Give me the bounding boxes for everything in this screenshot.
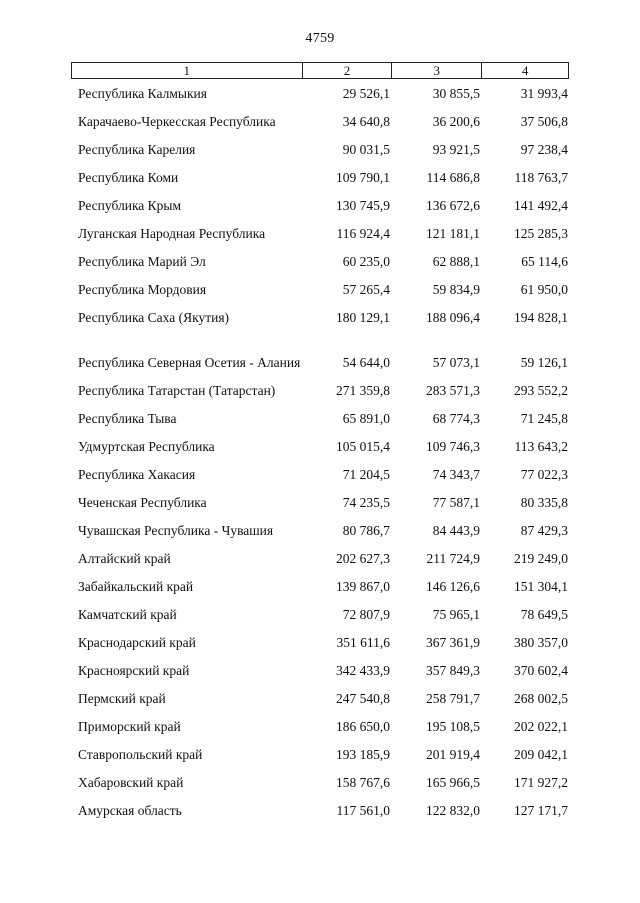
region-name: Республика Коми: [78, 170, 179, 185]
value-col-2: 351 611,6: [336, 635, 390, 650]
value-col-4: 268 002,5: [514, 691, 568, 706]
table-row: [0, 136, 640, 164]
region-name: Пермский край: [78, 691, 166, 706]
region-name: Краснодарский край: [78, 635, 196, 650]
region-name: Забайкальский край: [78, 579, 194, 594]
table-row: [0, 248, 640, 276]
value-col-2: 60 235,0: [342, 254, 390, 269]
table-body: [0, 80, 640, 825]
value-col-4: 87 429,3: [520, 523, 568, 538]
value-col-4: 141 492,4: [514, 198, 568, 213]
value-col-4: 59 126,1: [520, 355, 568, 370]
table-row: [0, 601, 640, 629]
header-col-4: 4: [482, 63, 569, 78]
value-col-4: 118 763,7: [514, 170, 568, 185]
value-col-4: 209 042,1: [514, 747, 568, 762]
value-col-2: 271 359,8: [336, 383, 390, 398]
table-row: [0, 797, 640, 825]
value-col-2: 109 790,1: [336, 170, 390, 185]
table-row: [0, 685, 640, 713]
value-col-3: 357 849,3: [426, 663, 480, 678]
value-col-3: 146 126,6: [426, 579, 480, 594]
value-col-2: 54 644,0: [342, 355, 390, 370]
value-col-3: 188 096,4: [426, 310, 480, 325]
region-name: Алтайский край: [78, 551, 171, 566]
value-col-3: 367 361,9: [426, 635, 480, 650]
value-col-3: 74 343,7: [432, 467, 480, 482]
value-col-3: 136 672,6: [426, 198, 480, 213]
value-col-4: 194 828,1: [514, 310, 568, 325]
header-col-2: 2: [303, 63, 393, 78]
value-col-4: 71 245,8: [520, 411, 568, 426]
value-col-4: 65 114,6: [521, 254, 568, 269]
table-row: [0, 629, 640, 657]
table-row: [0, 377, 640, 405]
value-col-4: 37 506,8: [520, 114, 568, 129]
value-col-3: 283 571,3: [426, 383, 480, 398]
value-col-2: 158 767,6: [336, 775, 390, 790]
value-col-4: 380 357,0: [514, 635, 568, 650]
region-name: Луганская Народная Республика: [78, 226, 266, 241]
value-col-4: 151 304,1: [514, 579, 568, 594]
value-col-3: 195 108,5: [426, 719, 480, 734]
value-col-2: 71 204,5: [342, 467, 390, 482]
region-name: Карачаево-Черкесская Республика: [78, 114, 276, 129]
value-col-4: 370 602,4: [514, 663, 568, 678]
value-col-2: 342 433,9: [336, 663, 390, 678]
value-col-3: 258 791,7: [426, 691, 480, 706]
region-name: Удмуртская Республика: [78, 439, 215, 454]
region-name: Республика Калмыкия: [78, 86, 207, 101]
value-col-3: 93 921,5: [432, 142, 480, 157]
value-col-2: 74 235,5: [342, 495, 390, 510]
region-name: Республика Мордовия: [78, 282, 207, 297]
value-col-4: 31 993,4: [520, 86, 568, 101]
region-name: Республика Карелия: [78, 142, 196, 157]
value-col-3: 59 834,9: [432, 282, 480, 297]
value-col-3: 165 966,5: [426, 775, 480, 790]
region-name: Республика Саха (Якутия): [78, 310, 230, 325]
table-row: [0, 108, 640, 136]
page-number: 4759: [305, 31, 335, 46]
region-name: Ставропольский край: [78, 747, 203, 762]
value-col-3: 201 919,4: [426, 747, 480, 762]
value-col-4: 125 285,3: [514, 226, 568, 241]
value-col-2: 247 540,8: [336, 691, 390, 706]
value-col-2: 80 786,7: [342, 523, 390, 538]
table-row: [0, 164, 640, 192]
value-col-3: 77 587,1: [432, 495, 480, 510]
table-row: [0, 573, 640, 601]
value-col-3: 121 181,1: [426, 226, 480, 241]
value-col-2: 193 185,9: [336, 747, 390, 762]
table-row: [0, 433, 640, 461]
table-row: [0, 741, 640, 769]
value-col-2: 186 650,0: [336, 719, 390, 734]
table-row: [0, 332, 640, 377]
value-col-2: 65 891,0: [342, 411, 390, 426]
value-col-2: 90 031,5: [342, 142, 390, 157]
value-col-2: 116 924,4: [336, 226, 390, 241]
value-col-3: 114 686,8: [426, 170, 480, 185]
table-row: [0, 657, 640, 685]
table-row: [0, 769, 640, 797]
table-row: [0, 192, 640, 220]
table-row: [0, 80, 640, 108]
table-header: [71, 62, 569, 79]
value-col-2: 180 129,1: [336, 310, 390, 325]
value-col-4: 219 249,0: [514, 551, 568, 566]
value-col-4: 113 643,2: [514, 439, 568, 454]
region-name: Республика Крым: [78, 198, 182, 213]
region-name: Республика Татарстан (Татарстан): [78, 383, 276, 398]
value-col-2: 202 627,3: [336, 551, 390, 566]
value-col-3: 30 855,5: [432, 86, 480, 101]
value-col-4: 97 238,4: [520, 142, 568, 157]
value-col-4: 61 950,0: [520, 282, 568, 297]
table-row: [0, 713, 640, 741]
region-name: Чувашская Республика - Чувашия: [78, 523, 274, 538]
value-col-2: 105 015,4: [336, 439, 390, 454]
region-name: Республика Марий Эл: [78, 254, 206, 269]
value-col-2: 34 640,8: [342, 114, 390, 129]
region-name: Республика Северная Осетия - Алания: [78, 355, 301, 370]
value-col-2: 29 526,1: [342, 86, 390, 101]
value-col-3: 109 746,3: [426, 439, 480, 454]
value-col-4: 293 552,2: [514, 383, 568, 398]
table-row: [0, 545, 640, 573]
value-col-4: 77 022,3: [520, 467, 568, 482]
value-col-3: 211 724,9: [426, 551, 480, 566]
value-col-2: 130 745,9: [336, 198, 390, 213]
value-col-4: 171 927,2: [514, 775, 568, 790]
region-name: Республика Тыва: [78, 411, 177, 426]
table-row: [0, 304, 640, 332]
region-name: Красноярский край: [78, 663, 190, 678]
value-col-2: 57 265,4: [342, 282, 390, 297]
value-col-2: 139 867,0: [336, 579, 390, 594]
region-name: Амурская область: [78, 803, 182, 818]
value-col-2: 72 807,9: [342, 607, 390, 622]
value-col-3: 36 200,6: [432, 114, 480, 129]
table-row: [0, 276, 640, 304]
value-col-4: 80 335,8: [520, 495, 568, 510]
region-name: Приморский край: [78, 719, 181, 734]
value-col-3: 75 965,1: [432, 607, 480, 622]
value-col-4: 127 171,7: [514, 803, 568, 818]
table-row: [0, 220, 640, 248]
value-col-3: 57 073,1: [432, 355, 480, 370]
value-col-3: 62 888,1: [432, 254, 480, 269]
value-col-4: 202 022,1: [514, 719, 568, 734]
table-row: [0, 517, 640, 545]
table-row: [0, 405, 640, 433]
value-col-3: 122 832,0: [426, 803, 480, 818]
value-col-2: 117 561,0: [336, 803, 390, 818]
region-name: Камчатский край: [78, 607, 177, 622]
region-name: Чеченская Республика: [78, 495, 207, 510]
table-row: [0, 461, 640, 489]
value-col-3: 84 443,9: [432, 523, 480, 538]
header-col-1: 1: [72, 63, 303, 78]
value-col-3: 68 774,3: [432, 411, 480, 426]
table-row: [0, 489, 640, 517]
value-col-4: 78 649,5: [520, 607, 568, 622]
header-col-3: 3: [392, 63, 482, 78]
region-name: Хабаровский край: [78, 775, 184, 790]
region-name: Республика Хакасия: [78, 467, 196, 482]
